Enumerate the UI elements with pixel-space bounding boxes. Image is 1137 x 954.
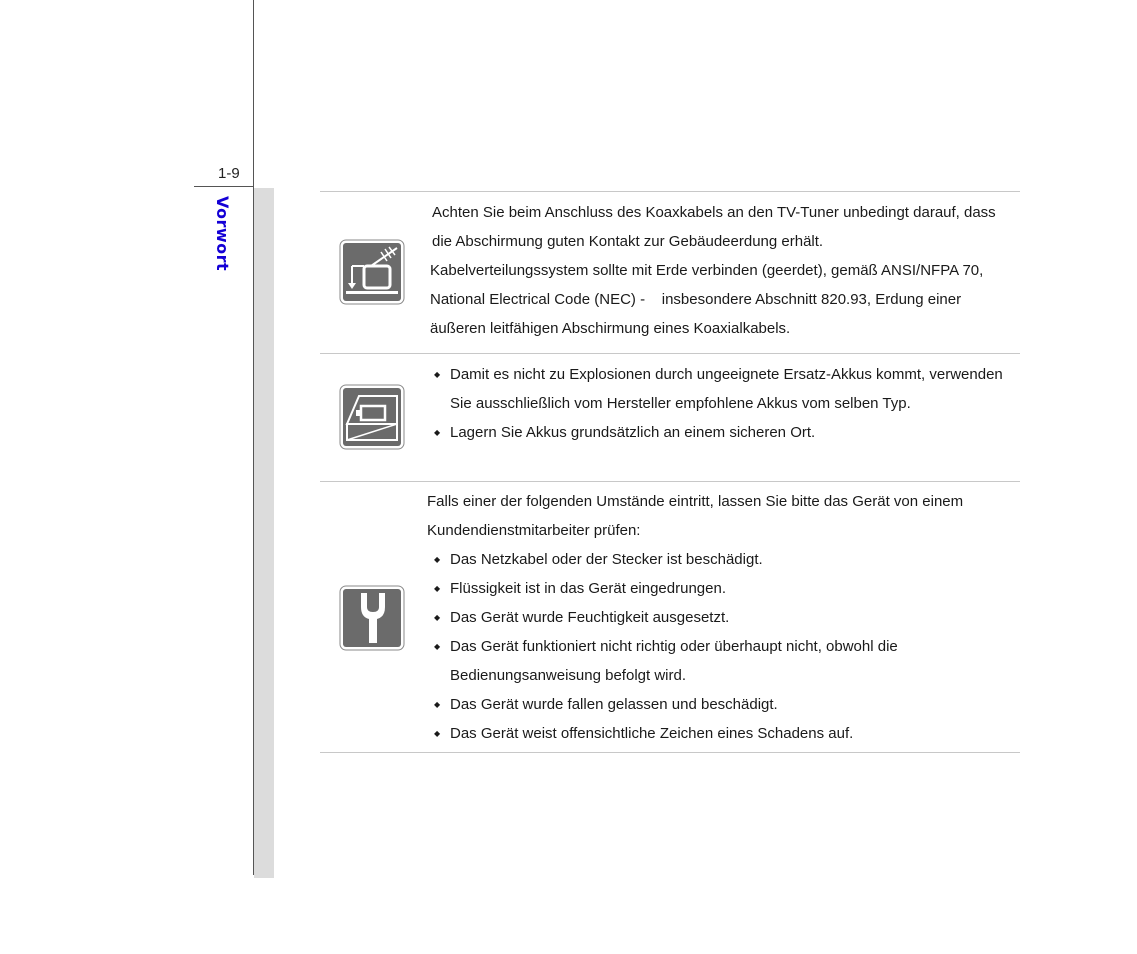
bullet-list [430,360,1010,447]
section-tv-grounding [320,192,1020,353]
section-text [427,482,1010,748]
list-item: ◆ Das Gerät funktioniert nicht richtig oder überhaupt nicht, obwohl die Bedienungsanweisung befolgt wird. [430,632,1010,690]
list-item: ◆ Das Netzkabel oder der Stecker ist beschädigt. [430,545,1010,574]
section-service [320,482,1020,752]
section-text [430,354,1010,447]
paragraph: Kabelverteilungssystem sollte mit Erde verbinden (geerdet), gemäß ANSI/NFPA 70, National Electrical Code (NEC) - insbesondere Abschnitt 820.93, Erdung einer äußeren leitfähigen Abschirmung eines Koaxialkabels. [430,262,984,337]
list-item: ◆ Flüssigkeit ist in das Gerät eingedrungen. [430,574,1010,603]
list-item: ◆ Das Gerät wurde fallen gelassen und beschädigt. [430,690,1010,719]
list-item: ◆ Das Gerät wurde Feuchtigkeit ausgesetzt. [430,603,1010,632]
paragraph: Achten Sie beim Anschluss des Koaxkabels an den TV-Tuner unbedingt darauf, dass die Abschirmung guten Kontakt zur Gebäudeerdung erhält. [432,204,996,250]
side-bar [254,188,274,878]
safety-table [320,191,1020,753]
wrench-service-icon [339,585,405,651]
section-text [430,192,1010,343]
section-battery [320,354,1020,481]
tv-antenna-grounding-icon [339,239,405,305]
chapter-title: Vorwort [213,196,232,272]
list-item: ◆ Damit es nicht zu Explosionen durch ungeeignete Ersatz-Akkus kommt, verwenden Sie ausschließlich vom Hersteller empfohlene Akkus vom selben Typ. [430,360,1010,418]
page-number-rule [194,186,254,187]
list-item: ◆ Lagern Sie Akkus grundsätzlich an einem sicheren Ort. [430,418,1010,447]
page-number: 1-9 [218,165,240,182]
bullet-list [430,545,1010,748]
battery-box-icon [339,384,405,450]
row-divider [320,752,1020,753]
intro-paragraph: Falls einer der folgenden Umstände eintritt, lassen Sie bitte das Gerät von einem Kundendienstmitarbeiter prüfen: [427,493,964,539]
list-item: ◆ Das Gerät weist offensichtliche Zeichen eines Schadens auf. [430,719,1010,748]
